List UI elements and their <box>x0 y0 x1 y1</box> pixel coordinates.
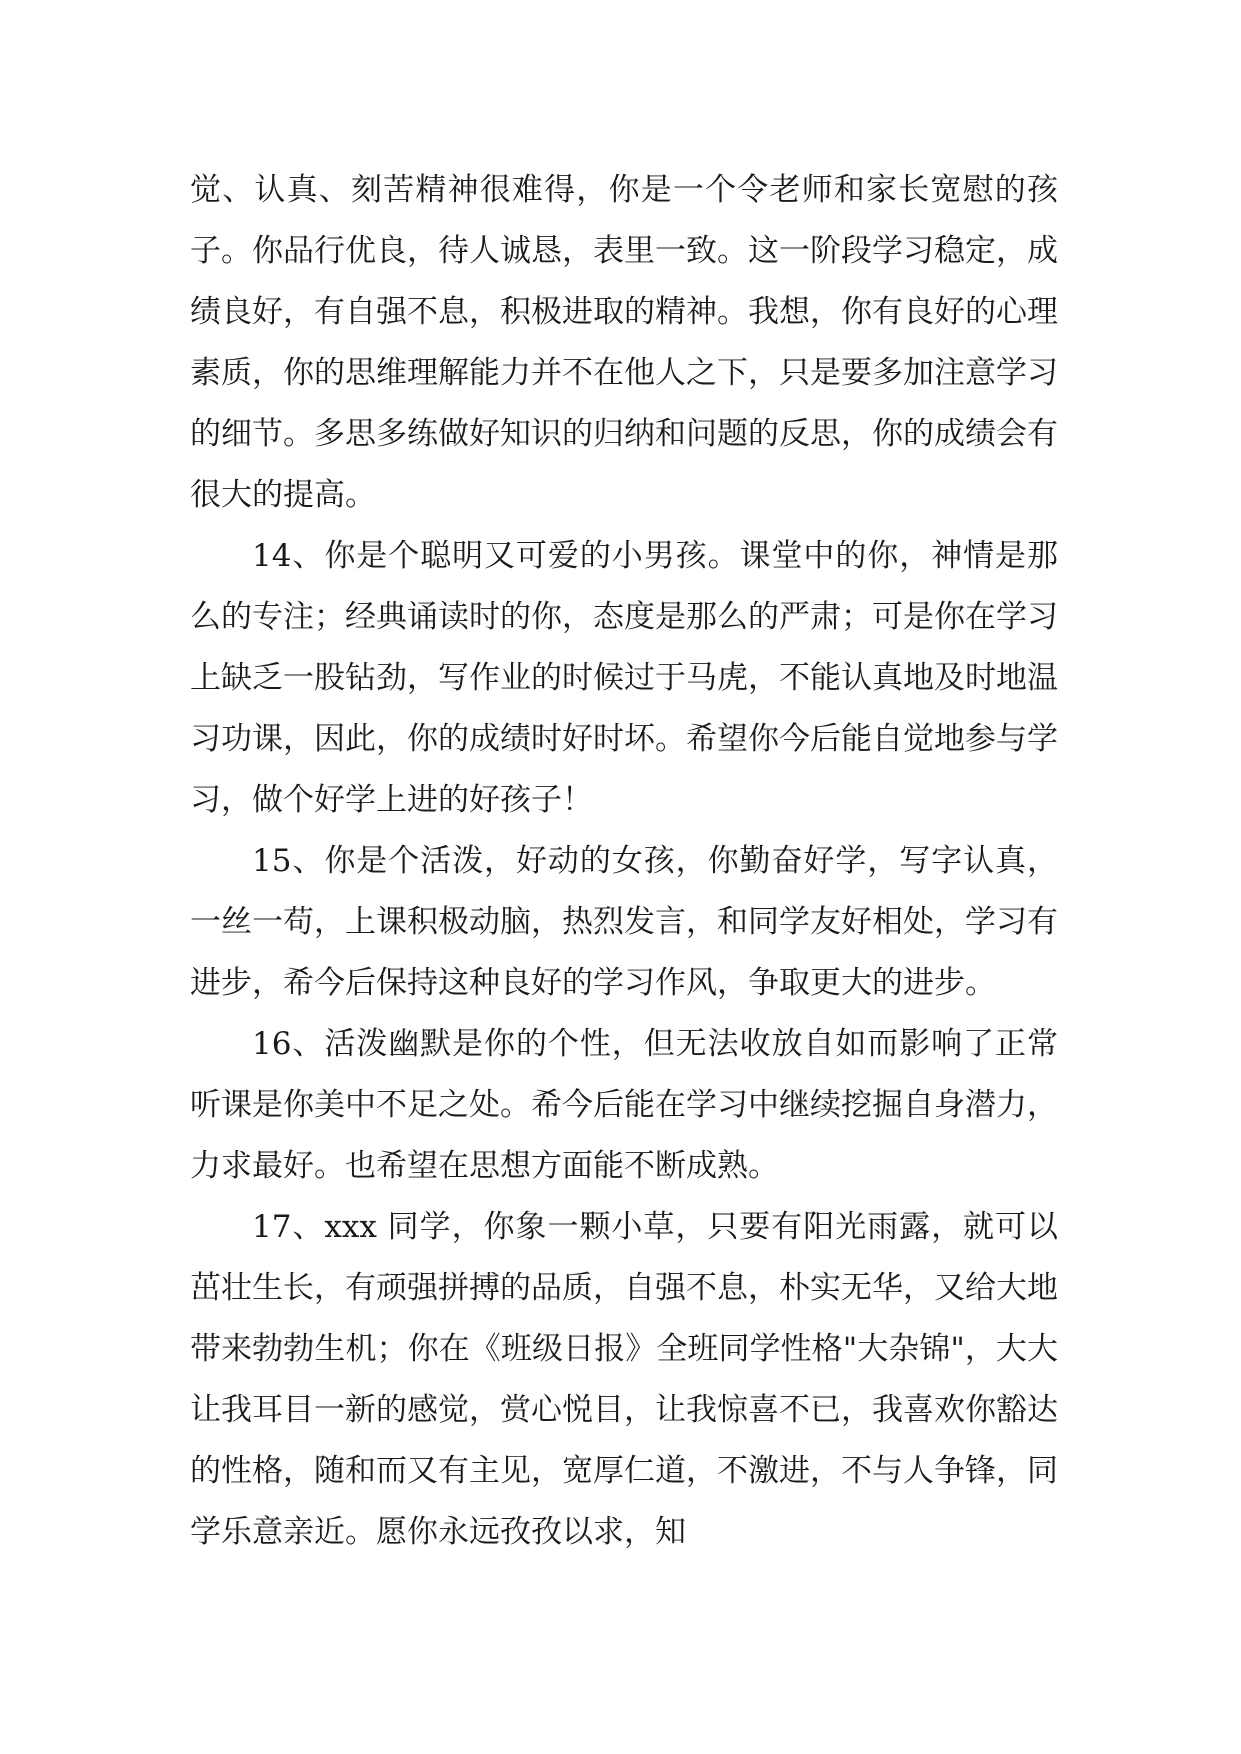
document-body <box>190 160 1058 1563</box>
paragraph-17: 17、xxx 同学，你象一颗小草，只要有阳光雨露，就可以茁壮生长，有顽强拼搏的品质，自强不息，朴实无华，又给大地带来勃勃生机；你在《班级日报》全班同学性格"大杂锦"，大大让我耳目一新的感觉，赏心悦目，让我惊喜不已，我喜欢你豁达的性格，随和而又有主见，宽厚仁道，不激进，不与人争锋，同学乐意亲近。愿你永远孜孜以求，知 <box>190 1209 1058 1550</box>
paragraph-14: 14、你是个聪明又可爱的小男孩。课堂中的你，神情是那么的专注；经典诵读时的你，态度是那么的严肃；可是你在学习上缺乏一股钻劲，写作业的时候过于马虎，不能认真地及时地温习功课，因此，你的成绩时好时坏。希望你今后能自觉地参与学习，做个好学上进的好孩子！ <box>190 538 1058 818</box>
paragraph-13-continued: 觉、认真、刻苦精神很难得，你是一个令老师和家长宽慰的孩子。你品行优良，待人诚恳，表里一致。这一阶段学习稳定，成绩良好，有自强不息，积极进取的精神。我想，你有良好的心理素质，你的思维理解能力并不在他人之下，只是要多加注意学习的细节。多思多练做好知识的归纳和问题的反思，你的成绩会有很大的提高。 <box>190 172 1058 513</box>
paragraph-15: 15、你是个活泼，好动的女孩，你勤奋好学，写字认真，一丝一苟，上课积极动脑，热烈发言，和同学友好相处，学习有进步，希今后保持这种良好的学习作风，争取更大的进步。 <box>190 843 1058 1001</box>
paragraph-16: 16、活泼幽默是你的个性，但无法收放自如而影响了正常听课是你美中不足之处。希今后能在学习中继续挖掘自身潜力，力求最好。也希望在思想方面能不断成熟。 <box>190 1026 1058 1184</box>
